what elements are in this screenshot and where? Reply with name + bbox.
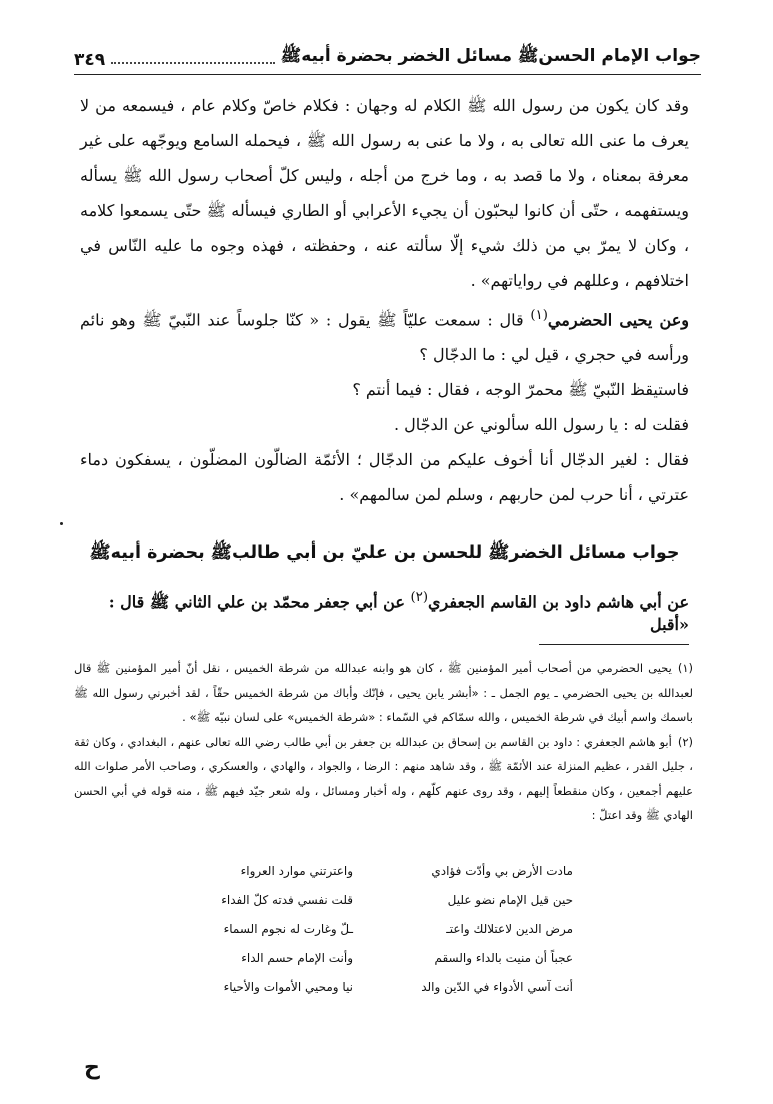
poem-verse [150,886,573,915]
poem-hemistich-second: قلت نفسي فدته كلّ الفداء [221,893,354,907]
section-first-line [80,590,689,634]
poem-verse [150,857,573,886]
paragraph: وقد كان يكون من رسول الله ‏ﷺ الكلام له وجهان : فكلام خاصّ وكلام عام ، فيسمعه من لا يعرف ما عنى الله تعالى به ، ولا ما عنى به رسول الله ‏ﷺ ، فيحمله السامع ويوجّهه على غير معرفة بمعناه ، ولا ما قصد به ، وما خرج من أجله ، وليس كلّ أصحاب رسول الله ‏ﷺ يسأله ويستفهمه ، حتّى أن كانوا ليحبّون أن يجيء الأعرابي أو الطاري فيسأله ‏ﷺ حتّى يسمعوا كلامه ، وكان لا يمرّ بي من ذلك شيء إلّا سألته عنه ، وحفظته ، فهذه وجوه ما عليه النّاس في اختلافهم ، وعللهم في رواياتهم» . [80,96,690,290]
dialogue-line: فاستيقظ النّبيّ ‏ﷺ محمرّ الوجه ، فقال : فيما أنتم ؟ [352,380,689,400]
footnote-ref-2[interactable]: (٢) [410,590,429,605]
poem-hemistich-second: ـلّ وغارت له نجوم السماء [223,922,354,936]
header-title: جواب الإمام الحسن‏ﷺ مسائل الخضر بحضرة أبيه‏ﷺ [280,46,701,66]
footnote-text: يحيى الحضرمي من أصحاب أمير المؤمنين ‏ﷺ ، كان هو وابنه عبدالله من شرطة الخميس ، نقل أنّ أمير المؤمنين ‏ﷺ قال لعبدالله بن يحيى الحضرمي ـ يوم الجمل ـ : «أبشر يابن يحيى ، فإنّك وأباك من شرطة الخميس حقّاً ، لقد أخبرني رسول الله ‏ﷺ باسمك واسم أبيك في شرطة الخميس ، والله سمّاكم في السّماء : «شرطة الخميس» على لسان نبيّه ‏ﷺ» . [74,661,693,724]
page-number: ٣٤٩ [74,50,106,70]
narrator-chain: عن أبي هاشم داود بن القاسم الجعفري [428,592,689,612]
footnote-number: (١) [677,661,693,675]
narrator-chain-rest: عن أبي جعفر محمّد بن علي الثاني ‏ﷺ قال : «أقبل [108,592,689,635]
poem-hemistich-first: مرض الدين لاعتلالك واعتـ [446,922,573,936]
poem-hemistich-second: واعترتني موارد العرواء [240,864,354,878]
footnote-separator [539,644,689,645]
margin-dot [60,522,63,525]
footnote [74,730,693,828]
footnote-number: (٢) [677,734,693,749]
footnote-ref-1[interactable]: (١) [530,308,548,323]
poem-verse [150,973,573,1002]
poem-verse [150,915,573,944]
dialogue-line: فقال : لغير الدجّال أنا أخوف عليكم من الدجّال ؛ الأئمّة الضالّون المضلّون ، يسفكون دماء عترتي ، أنا حرب لمن حاربهم ، وسلم لمن سالمهم» . [80,450,690,505]
header-leader-dots [111,62,275,64]
poem-hemistich-first: حين قيل الإمام نضو عليل [447,893,573,907]
hadith-text: قال : سمعت عليّاً ‏ﷺ يقول : « كنّا جلوساً عند النّبيّ ‏ﷺ وهو نائم ورأسه في حجري ، قيل لي : ما الدجّال ؟ [80,310,689,365]
narrator-name: وعن يحيى الحضرمي [547,310,689,330]
running-header [74,34,701,75]
poem [150,857,573,1002]
poem-verse [150,944,573,973]
section-heading: جواب مسائل الخضر‏ﷺ للحسن بن عليّ بن أبي طالب‏ﷺ بحضرة أبيه‏ﷺ [89,543,680,563]
page-signature-mark: ح [84,1055,100,1080]
poem-hemistich-first: أنت آسي الأدواء في الدّين والد [421,980,573,994]
footnote-text: أبو هاشم الجعفري : داود بن القاسم بن إسحاق بن عبدالله بن جعفر بن أبي طالب رضي الله تعالى عنهم ، البغدادي ، وكان ثقة ، جليل القدر ، عظيم المنزلة عند الأئمّة ‏ﷺ ، وقد شاهد منهم : الرضا ، والجواد ، والهادي ، والعسكري ، وصاحب الأمر صلوات الله عليهم أجمعين ، وكان منقطعاً إليهم ، وقد روى عنهم كلّهم ، وله أخبار ومسائل ، وله شعر جيّد فيهم ‏ﷺ ، منه قوله في أبي الحسن الهادي ‏ﷺ وقد اعتلّ : [74,734,693,822]
main-text [80,88,689,512]
poem-hemistich-first: عجباً أن منيت بالداء والسقم [434,951,573,965]
poem-hemistich-first: مادت الأرض بي وأدّت فؤادي [431,864,573,878]
footnote [74,656,693,730]
poem-hemistich-second: نيا ومحيي الأموات والأحياء [223,980,354,994]
poem-hemistich-second: وأنت الإمام حسم الداء [241,951,354,965]
footnotes [74,656,693,828]
dialogue-line: فقلت له : يا رسول الله سألوني عن الدجّال . [393,415,689,435]
hadith-paragraph [80,298,689,372]
